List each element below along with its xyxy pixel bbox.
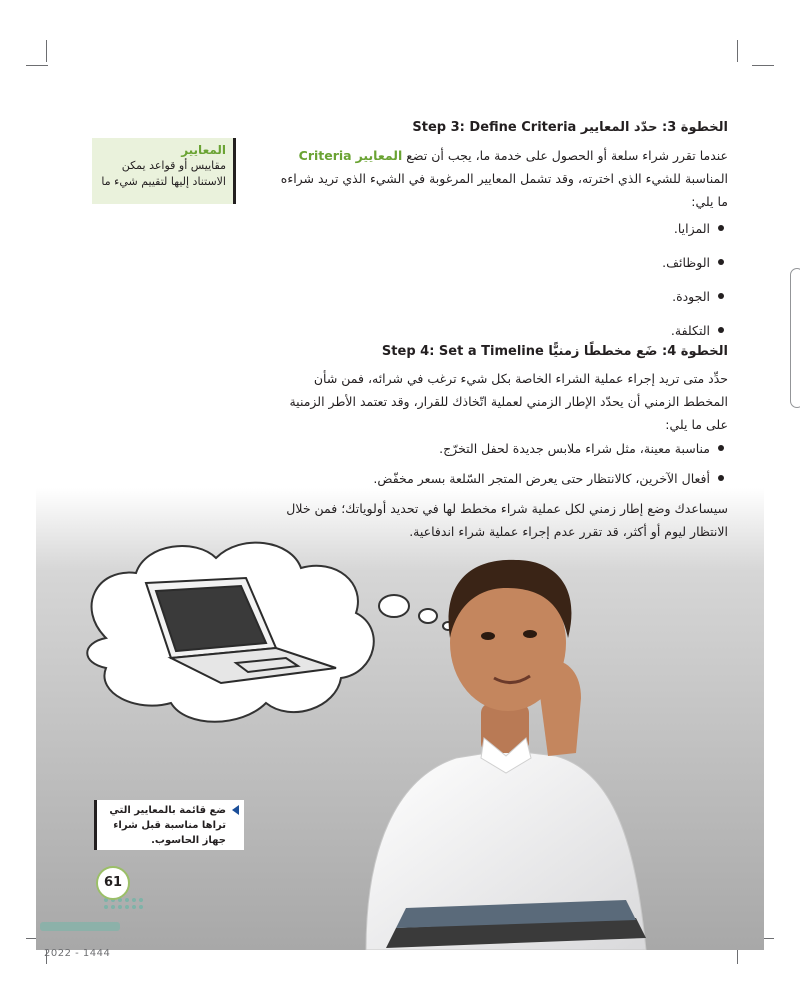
list-item: الوظائف. xyxy=(278,252,728,286)
step4-heading-ar: الخطوة 4: ضَع مخططًا زمنيًّا xyxy=(548,344,728,359)
crop-mark xyxy=(26,65,48,66)
photo-note xyxy=(94,800,244,850)
step4-paragraph: حدِّد متى تريد إجراء عملية الشراء الخاصة بكل شيء ترغب في شرائه، فمن شأن المخطط الزمني أن يحدّد الإطار الزمني لعملية اتّخاذك للقرار، وقد تعتمد الأطر الزمنية على ما يلي: xyxy=(289,371,728,432)
step4-heading-en: Step 4: Set a Timeline xyxy=(381,344,544,359)
photo-note-text: ضع قائمة بالمعايير التي تراها مناسبة قبل شراء جهاز الحاسوب. xyxy=(109,805,226,846)
step3-para-start: عندما تقرر شراء سلعة أو الحصول على خدمة ما، يجب أن تضع xyxy=(406,148,728,163)
step3-heading-ar: الخطوة 3: حدّد المعايير xyxy=(580,120,728,135)
side-tab xyxy=(790,268,800,408)
crop-mark xyxy=(752,65,774,66)
step3-heading xyxy=(412,120,728,135)
list-item: أفعال الآخرين، كالانتظار حتى يعرض المتجر السّلعة بسعر مخفّض. xyxy=(278,468,728,498)
page-number: 61 xyxy=(96,866,130,900)
list-item: مناسبة معينة، مثل شراء ملابس جديدة لحفل التخرّج. xyxy=(278,438,728,468)
step3-heading-en: Step 3: Define Criteria xyxy=(412,120,577,135)
glossary-term: المعايير xyxy=(181,143,226,157)
list-item: التكلفة. xyxy=(278,320,728,354)
step4-closing-paragraph: سيساعدك وضع إطار زمني لكل عملية شراء مخطط لها في تحديد أولوياتك؛ فمن خلال الانتظار ليوم أو أكثر، قد تقرر عدم إجراء عملية شراء اندفاعية. xyxy=(286,501,728,539)
step3-para-end: المناسبة للشيء الذي اخترته، وقد تشمل المعايير المرغوبة في الشيء الذي تريد شراءه ما يلي: xyxy=(280,171,728,209)
year-label: 2022 - 1444 xyxy=(44,948,111,959)
criteria-term-ar: المعايير xyxy=(355,148,403,163)
list-item: الجودة. xyxy=(278,286,728,320)
triangle-pointer-icon xyxy=(232,805,239,815)
boy-thinking-photo xyxy=(36,488,764,950)
list-item: المزايا. xyxy=(278,218,728,252)
glossary-definition: مقاييس أو قواعد يمكن الاستناد إليها لتقييم شيء ما xyxy=(101,159,226,188)
crop-mark xyxy=(737,40,738,62)
ministry-logo-icon xyxy=(36,890,156,940)
crop-mark xyxy=(46,40,47,62)
step3-paragraph xyxy=(278,144,728,213)
glossary-box xyxy=(92,138,236,204)
criteria-list xyxy=(278,218,728,354)
step4-heading xyxy=(382,344,728,359)
criteria-term-en: Criteria xyxy=(298,148,352,163)
